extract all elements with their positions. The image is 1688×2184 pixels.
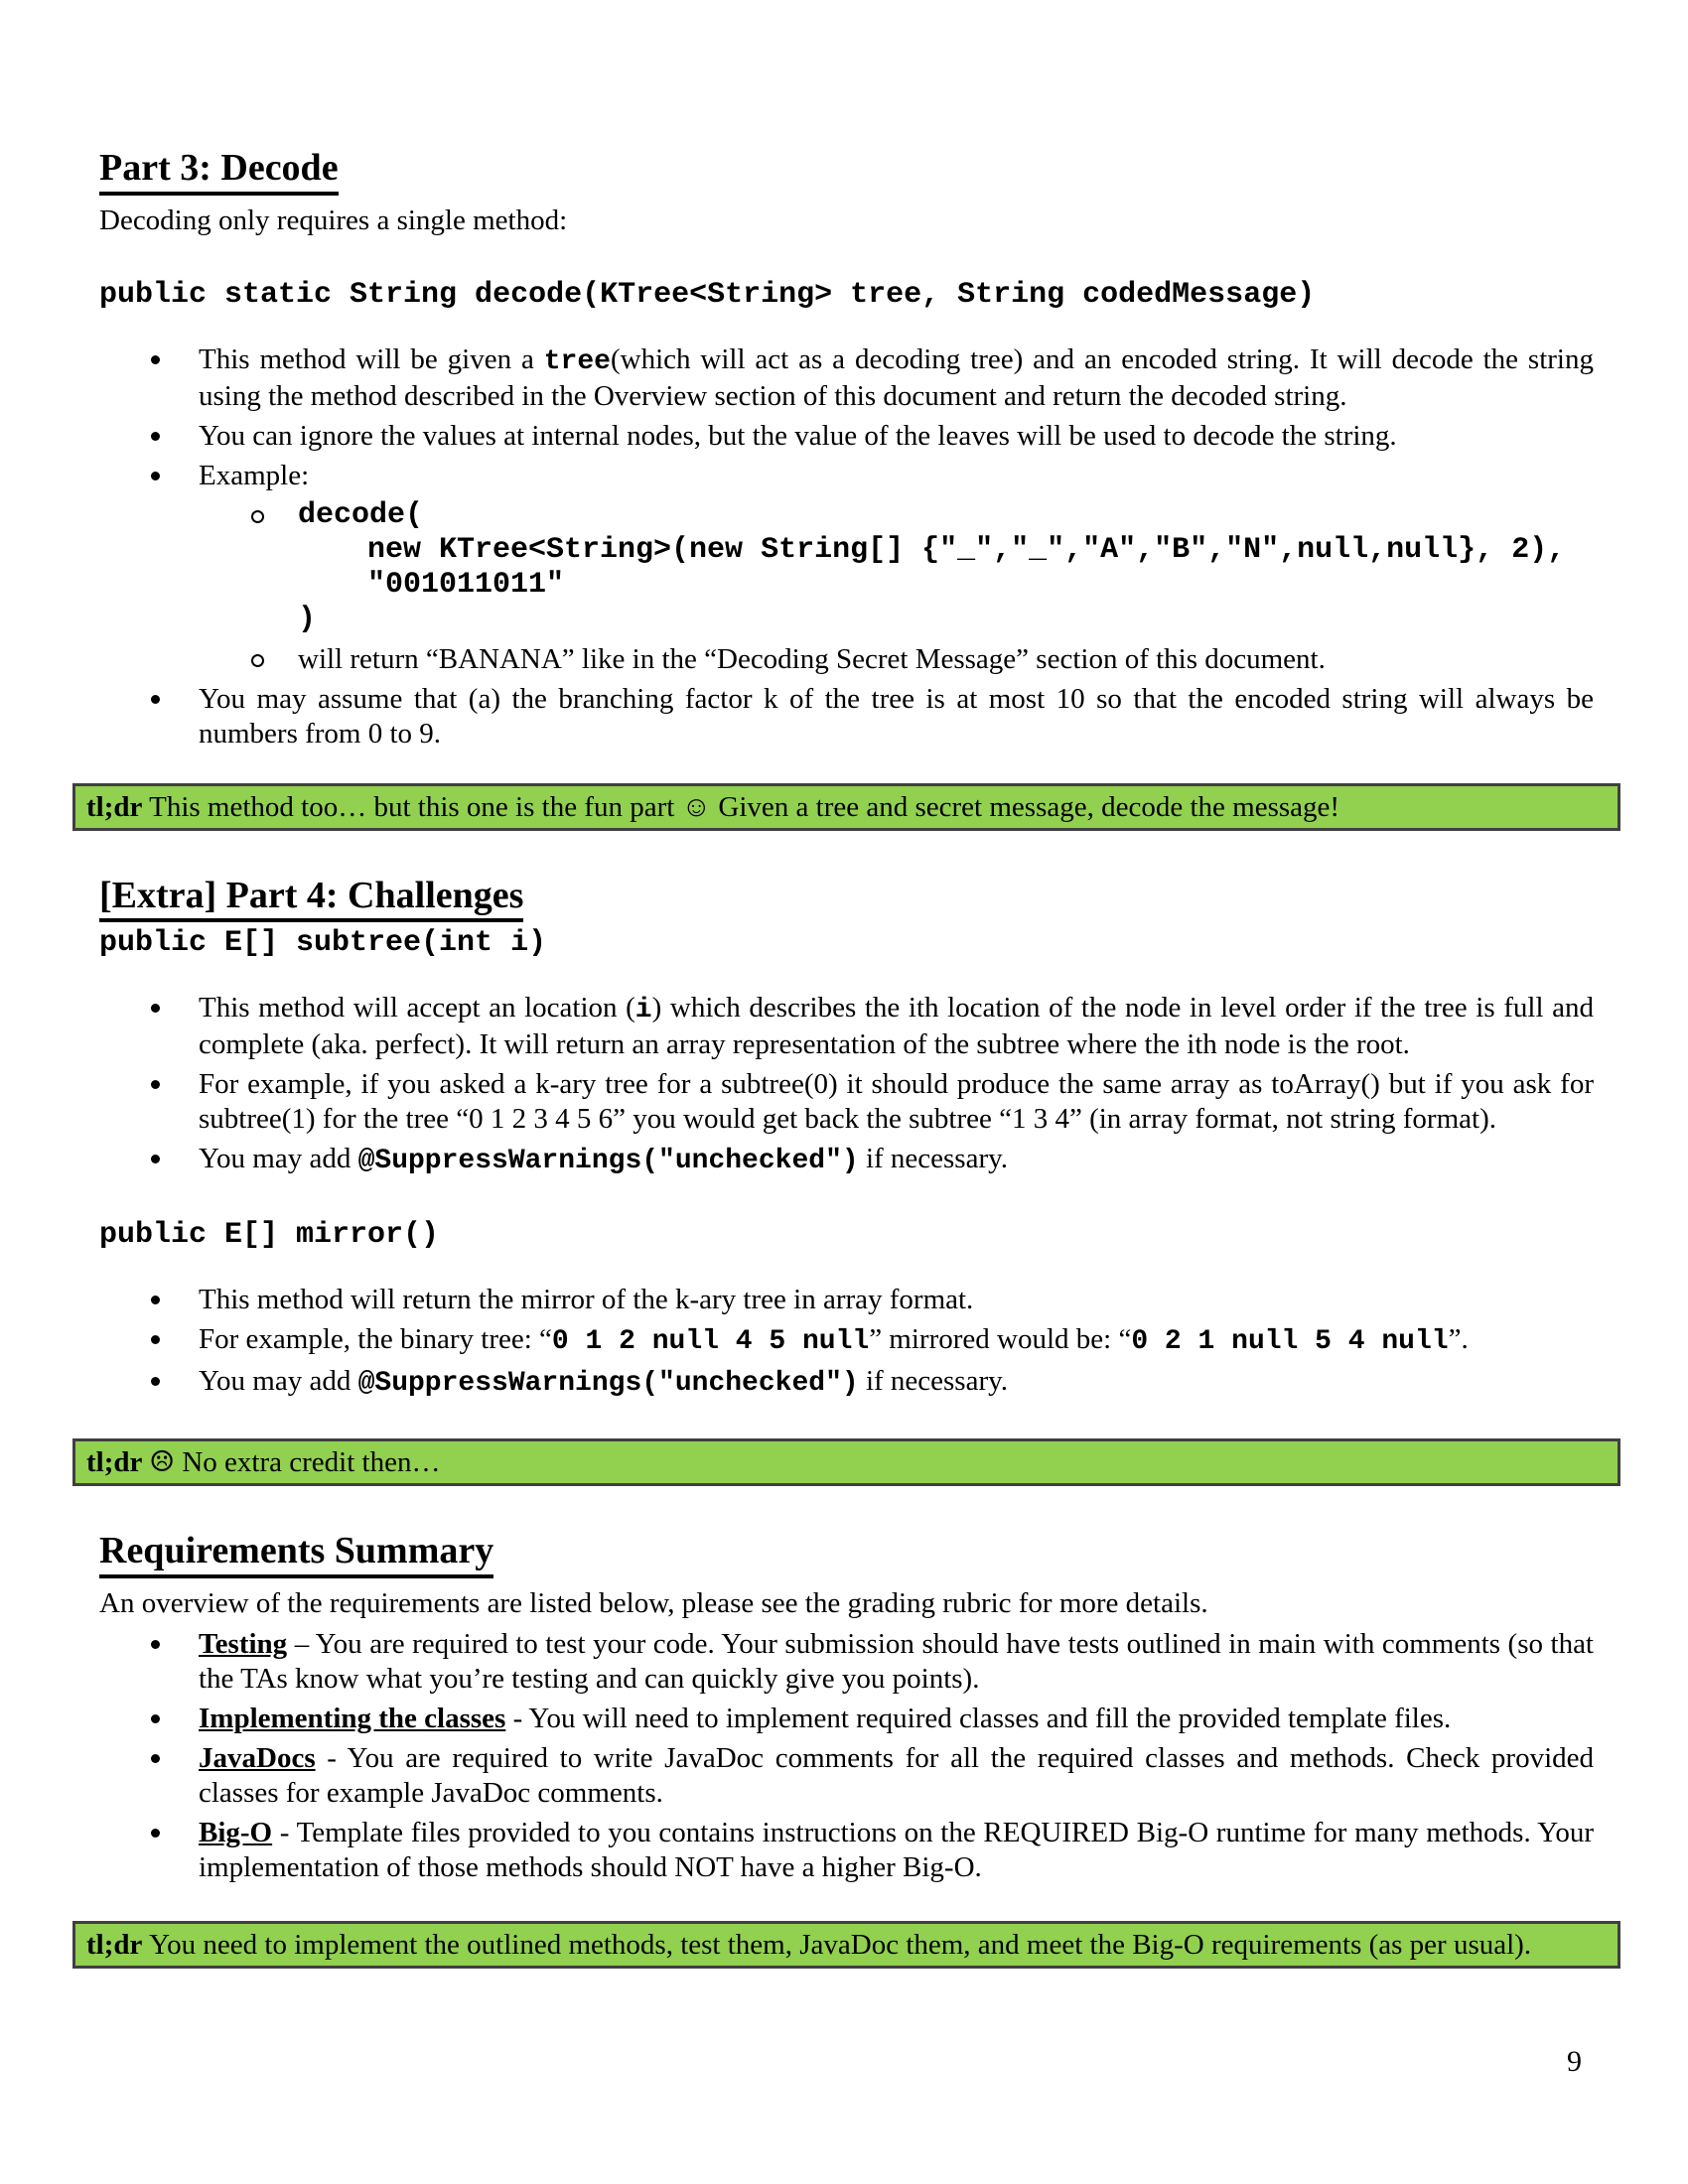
list-item: JavaDocs - You are required to write JavaDoc comments for all the required classes and methods. Check provided classes for example JavaDoc comments. <box>99 1741 1594 1811</box>
list-item: Example: <box>99 459 1594 493</box>
part3-list <box>99 342 1594 751</box>
bullet-dot-icon <box>151 432 160 441</box>
tldr-bar-requirements: tl;dr You need to implement the outlined methods, test them, JavaDoc them, and meet the Big-O requirements (as per usual). <box>72 1921 1620 1969</box>
bullet-dot-icon <box>151 1377 160 1386</box>
page-number: 9 <box>1567 2045 1582 2078</box>
bullet-dot-icon <box>151 1155 160 1163</box>
bullet-dot-icon <box>151 355 160 364</box>
tldr-bar-extra: tl;dr ☹ No extra credit then… <box>72 1438 1620 1486</box>
list-item: This method will accept an location (i) which describes the ith location of the node in level order if the tree is full and complete (aka. perfect). It will return an array representation of the subtree where the ith node is the root. <box>99 991 1594 1062</box>
code-line: ) <box>298 602 317 636</box>
list-item: You may assume that (a) the branching factor k of the tree is at most 10 so that the encoded string will always be numbers from 0 to 9. <box>99 682 1594 751</box>
list-item: This method will return the mirror of the k-ary tree in array format. <box>99 1283 1594 1317</box>
requirements-list <box>99 1627 1594 1885</box>
code-line: "001011011" <box>367 567 565 602</box>
bullet-dot-icon <box>151 1829 160 1838</box>
requirements-heading-text: Requirements Summary <box>99 1530 493 1578</box>
subtree-list <box>99 991 1594 1178</box>
subtree-signature: public E[] subtree(int i) <box>99 926 547 961</box>
mirror-signature: public E[] mirror() <box>99 1218 440 1253</box>
list-item: You may add @SuppressWarnings("unchecked") if necessary. <box>99 1364 1594 1401</box>
mirror-list <box>99 1283 1594 1401</box>
circle-bullet-icon <box>251 654 264 667</box>
bullet-dot-icon <box>151 1754 160 1763</box>
part3-heading-text: Part 3: Decode <box>99 147 339 196</box>
list-item: For example, if you asked a k-ary tree for a subtree(0) it should produce the same array as toArray() but if you ask for subtree(1) for the tree “0 1 2 3 4 5 6” you would get back the subtree “1 3 4” (in array format, not string format). <box>99 1067 1594 1137</box>
list-item: Implementing the classes - You will need to implement required classes and fill the provided template files. <box>99 1702 1594 1736</box>
bullet-dot-icon <box>151 695 160 704</box>
requirements-heading <box>99 1530 1594 1578</box>
list-item: You can ignore the values at internal nodes, but the value of the leaves will be used to decode the string. <box>99 419 1594 454</box>
list-item: This method will be given a tree(which will act as a decoding tree) and an encoded string. It will decode the string using the method described in the Overview section of this document and return the decoded string. <box>99 342 1594 414</box>
list-item: Testing – You are required to test your code. Your submission should have tests outlined in main with comments (so that the TAs know what you’re testing and can quickly give you points). <box>99 1627 1594 1697</box>
bullet-dot-icon <box>151 1080 160 1089</box>
part4-heading <box>99 875 1594 923</box>
bullet-dot-icon <box>151 1640 160 1649</box>
code-line: decode( <box>298 497 424 532</box>
bullet-dot-icon <box>151 1296 160 1304</box>
part3-heading <box>99 147 1594 196</box>
list-item: will return “BANANA” like in the “Decoding Secret Message” section of this document. <box>99 642 1594 677</box>
bullet-dot-icon <box>151 472 160 480</box>
list-item: Big-O - Template files provided to you contains instructions on the REQUIRED Big-O runtime for many methods. Your implementation of those methods should NOT have a higher Big-O. <box>99 1816 1594 1885</box>
bullet-dot-icon <box>151 1004 160 1013</box>
circle-bullet-icon <box>251 510 264 523</box>
decode-signature: public static String decode(KTree<String> tree, String codedMessage) <box>99 277 1316 312</box>
list-item: For example, the binary tree: “0 1 2 null 4 5 null” mirrored would be: “0 2 1 null 5 4 null”. <box>99 1322 1594 1359</box>
list-item <box>99 498 1594 637</box>
requirements-intro: An overview of the requirements are listed below, please see the grading rubric for more details. <box>99 1587 1208 1620</box>
part4-heading-text: [Extra] Part 4: Challenges <box>99 875 523 923</box>
list-item: You may add @SuppressWarnings("unchecked") if necessary. <box>99 1142 1594 1178</box>
example-code-block <box>298 498 1594 637</box>
tldr-bar-decode: tl;dr This method too… but this one is the fun part ☺ Given a tree and secret message, decode the message! <box>72 783 1620 831</box>
part3-intro: Decoding only requires a single method: <box>99 204 568 236</box>
bullet-dot-icon <box>151 1714 160 1723</box>
document-content <box>86 147 1594 1969</box>
bullet-dot-icon <box>151 1335 160 1344</box>
code-line: new KTree<String>(new String[] {"_","_","A","B","N",null,null}, 2), <box>367 532 1566 567</box>
